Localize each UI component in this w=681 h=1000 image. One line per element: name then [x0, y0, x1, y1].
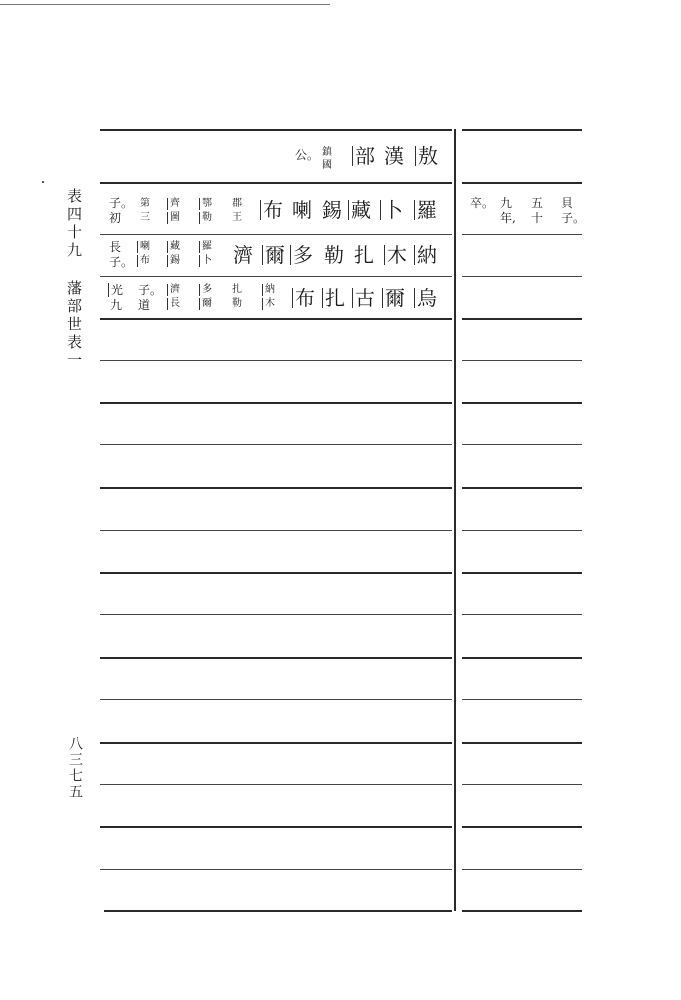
column-divider: [454, 129, 456, 911]
row1-small-4b: 三: [140, 212, 150, 223]
row-rule: [462, 742, 582, 744]
row2-small-3a: 喇: [137, 241, 150, 253]
row2-char-2: 木: [384, 245, 407, 265]
row-rule: [462, 784, 582, 785]
row2-small-1b: 卜: [199, 255, 212, 267]
row-rule: [462, 444, 582, 445]
row3-small-2a: 扎: [232, 284, 242, 295]
row2-char-6: 爾: [262, 245, 285, 265]
margin-volume: 表四十九: [65, 188, 83, 260]
table-top-rule: [100, 129, 452, 131]
row-rule: [462, 614, 582, 615]
row1-right-1b: 子。: [561, 211, 586, 225]
row1-char-5: 喇: [292, 198, 312, 222]
row3-small-5b: 道: [138, 298, 151, 312]
row-rule: [100, 742, 452, 744]
row3-char-3: 古: [352, 288, 375, 308]
scan-edge-line: [0, 4, 330, 5]
header-note-line2: 國: [322, 160, 332, 171]
row2-char-4: 勒: [324, 243, 344, 267]
row2-small-1a: 羅: [199, 241, 212, 253]
row-rule: [100, 657, 452, 659]
row-rule: [100, 699, 452, 700]
row-rule: [100, 784, 452, 785]
row-rule: [462, 572, 582, 574]
row1-right-2a: 五: [531, 196, 544, 210]
table-top-rule-right: [462, 129, 582, 131]
row-rule: [462, 657, 582, 659]
row-rule: [100, 234, 452, 235]
row1-char-2: 卜: [380, 200, 403, 220]
row-rule: [100, 572, 452, 574]
row3-small-6a: 光: [108, 283, 123, 297]
row-rule: [462, 402, 582, 404]
row2-small-2b: 錫: [167, 255, 180, 267]
row3-char-4: 扎: [322, 288, 345, 308]
row-rule: [462, 487, 582, 489]
margin-running-title: [66, 188, 81, 370]
row-rule: [462, 530, 582, 531]
row-rule: [100, 487, 452, 489]
row-rule: [462, 699, 582, 700]
row-rule: [100, 360, 452, 361]
row3-char-1: 烏: [414, 288, 437, 308]
row1-small-5a: 子。: [109, 196, 134, 210]
row1-right-2b: 十: [531, 211, 544, 225]
row-rule: [462, 234, 582, 235]
row-rule: [462, 276, 582, 277]
row1-right-3b: 年,: [500, 211, 516, 225]
row-rule: [100, 276, 452, 277]
row-rule: [100, 869, 452, 870]
header-title-char: 敖: [415, 146, 438, 166]
row-rule: [100, 444, 452, 445]
row3-small-1b: 木: [262, 298, 275, 310]
row1-right-4a: 卒。: [470, 196, 495, 210]
row2-small-2a: 藏: [167, 241, 180, 253]
row1-small-5b: 初: [109, 211, 122, 225]
row1-small-1a: 郡: [232, 198, 242, 209]
row1-char-3: 藏: [348, 200, 371, 220]
row1-small-2a: 鄂: [199, 198, 212, 210]
header-rank: 公。: [295, 148, 320, 162]
table-bottom-rule: [104, 910, 452, 912]
scan-speck: [42, 181, 44, 183]
row3-small-4a: 濟: [167, 284, 180, 296]
row2-small-4a: 長: [109, 240, 122, 254]
row-rule: [100, 530, 452, 531]
row-rule: [462, 869, 582, 870]
row1-char-4: 錫: [322, 198, 342, 222]
row-rule: [100, 318, 452, 320]
header-title-char: 部: [352, 146, 375, 166]
row2-char-7: 濟: [233, 243, 253, 267]
row3-small-3b: 爾: [199, 298, 212, 310]
row-rule: [462, 318, 582, 320]
row-rule: [462, 360, 582, 361]
row2-char-1: 納: [414, 245, 437, 265]
row1-small-2b: 勒: [199, 212, 212, 224]
row3-small-4b: 長: [167, 298, 180, 310]
row-rule: [100, 182, 452, 184]
row1-small-4a: 第: [140, 198, 150, 209]
row3-small-6b: 九: [110, 298, 123, 312]
row3-char-5: 布: [292, 288, 315, 308]
margin-section: 藩部世表一: [65, 280, 83, 370]
row-rule: [462, 826, 582, 828]
row1-small-3b: 圖: [167, 212, 180, 224]
row2-small-4b: 子。: [109, 255, 134, 269]
row1-char-6: 布: [260, 200, 283, 220]
row-rule: [462, 182, 582, 184]
row2-char-5: 多: [290, 245, 313, 265]
row3-small-1a: 納: [262, 284, 275, 296]
row3-small-2b: 勒: [232, 298, 242, 309]
row-rule: [100, 826, 452, 828]
header-title-char: 漢: [384, 144, 404, 168]
row1-small-1b: 王: [232, 212, 242, 223]
row3-small-3a: 多: [199, 284, 212, 296]
row1-right-3a: 九: [500, 196, 513, 210]
row1-small-3a: 齊: [167, 198, 180, 210]
row1-char-1: 羅: [414, 200, 437, 220]
row1-right-1a: 貝: [561, 196, 574, 210]
row2-small-3b: 布: [137, 255, 150, 267]
header-note-line1: 鎮: [322, 147, 332, 158]
row3-small-5a: 子。: [138, 283, 163, 297]
row3-char-2: 爾: [382, 288, 405, 308]
row-rule: [100, 402, 452, 404]
row-rule: [100, 614, 452, 615]
page-number: 八三七五: [67, 736, 83, 800]
row2-char-3: 扎: [354, 243, 374, 267]
table-bottom-rule-right: [462, 910, 582, 912]
